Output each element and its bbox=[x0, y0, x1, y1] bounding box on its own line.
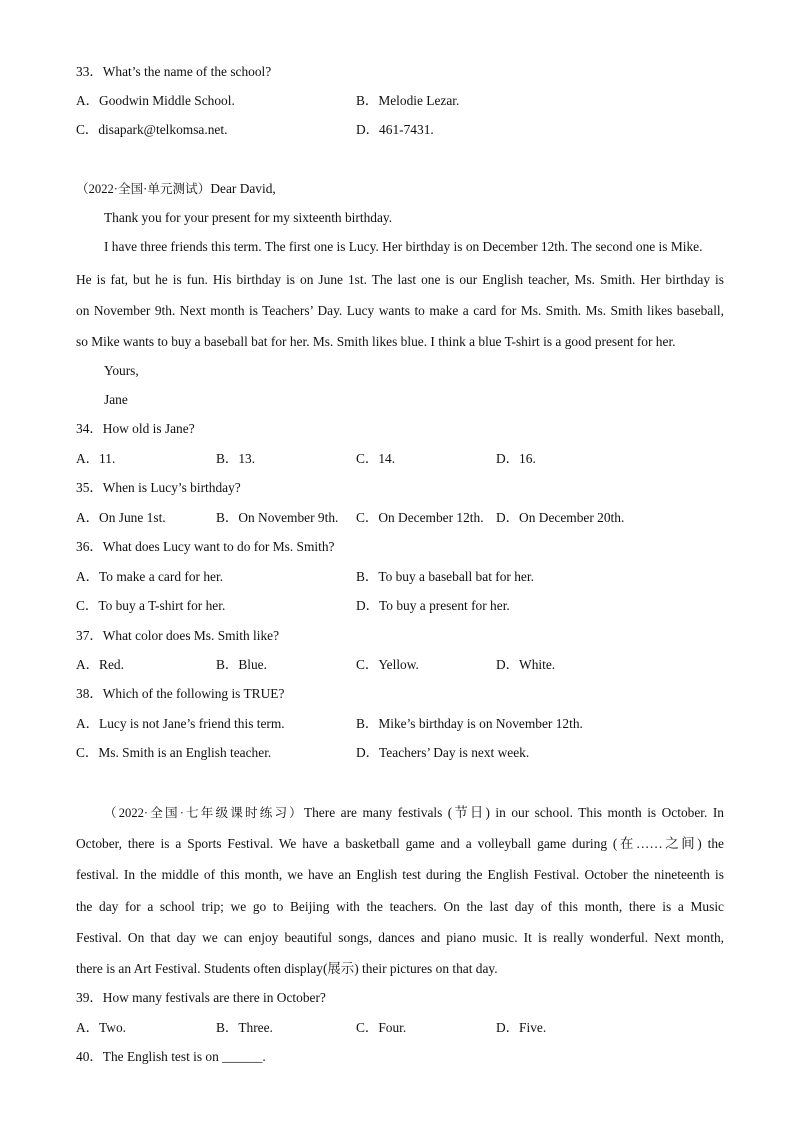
q38-option-b: B．Mike’s birthday is on November 12th. bbox=[356, 716, 583, 731]
q37-option-d: D．White. bbox=[496, 657, 556, 672]
q33-option-a: A．Goodwin Middle School. bbox=[76, 93, 235, 108]
q34-option-b: B．13. bbox=[216, 451, 256, 466]
letter-closing: Yours, bbox=[104, 363, 139, 378]
question-38-stem: 38．Which of the following is TRUE? bbox=[76, 686, 285, 701]
letter-paragraph-2-line-4: so Mike wants to buy a baseball bat for her. Ms. Smith likes blue. I think a blue T-shirt is a good present for her. bbox=[76, 334, 676, 349]
q38-option-c: C．Ms. Smith is an English teacher. bbox=[76, 745, 272, 760]
q36-option-a: A．To make a card for her. bbox=[76, 569, 224, 584]
q38-option-d: D．Teachers’ Day is next week. bbox=[356, 745, 530, 760]
passage-1-source: （2022·全国·单元测试） bbox=[76, 182, 211, 196]
passage-2-line-1 bbox=[104, 805, 724, 821]
q36-option-c: C．To buy a T-shirt for her. bbox=[76, 598, 226, 613]
q36-option-d: D．To buy a present for her. bbox=[356, 598, 510, 613]
question-39-stem: 39．How many festivals are there in October? bbox=[76, 990, 326, 1005]
letter-paragraph-2-line-2: He is fat, but he is fun. His birthday is on June 1st. The last one is our English teacher, Ms. Smith. Her birthday is bbox=[76, 272, 724, 287]
passage-2-source: （2022·全国·七年级课时练习） bbox=[104, 806, 304, 820]
q33-option-b: B．Melodie Lezar. bbox=[356, 93, 460, 108]
question-33-stem: 33．What’s the name of the school? bbox=[76, 64, 272, 79]
question-34-stem: 34．How old is Jane? bbox=[76, 421, 195, 436]
q37-option-c: C．Yellow. bbox=[356, 657, 419, 672]
passage-2-line-2: October, there is a Sports Festival. We have a basketball game and a volleyball game during (在……之间) the bbox=[76, 836, 724, 851]
q34-option-c: C．14. bbox=[356, 451, 396, 466]
q33-option-c: C．disapark@telkomsa.net. bbox=[76, 122, 228, 137]
q35-option-c: C．On December 12th. bbox=[356, 510, 484, 525]
passage-2-line-6: there is an Art Festival. Students often display(展示) their pictures on that day. bbox=[76, 961, 498, 976]
q34-option-a: A．11. bbox=[76, 451, 116, 466]
passage-2-line-5: Festival. On that day we can enjoy beautiful songs, dances and piano music. It is really wonderful. Next month, bbox=[76, 930, 724, 945]
q35-option-a: A．On June 1st. bbox=[76, 510, 166, 525]
question-35-stem: 35．When is Lucy’s birthday? bbox=[76, 480, 241, 495]
q37-option-b: B．Blue. bbox=[216, 657, 267, 672]
q35-option-b: B．On November 9th. bbox=[216, 510, 339, 525]
question-40-stem: 40．The English test is on ______. bbox=[76, 1049, 266, 1064]
q35-option-d: D．On December 20th. bbox=[496, 510, 625, 525]
q34-option-d: D．16. bbox=[496, 451, 536, 466]
passage-2-line-4: the day for a school trip; we go to Beijing with the teachers. On the last day of this month, there is a Music bbox=[76, 899, 724, 914]
q36-option-b: B．To buy a baseball bat for her. bbox=[356, 569, 534, 584]
q37-option-a: A．Red. bbox=[76, 657, 124, 672]
letter-paragraph-2-line-1: I have three friends this term. The first one is Lucy. Her birthday is on December 12th. The second one is Mike. bbox=[104, 239, 703, 254]
q39-option-d: D．Five. bbox=[496, 1020, 547, 1035]
question-36-stem: 36．What does Lucy want to do for Ms. Smith? bbox=[76, 539, 335, 554]
passage-1-heading bbox=[76, 181, 276, 197]
letter-paragraph-2-line-3: on November 9th. Next month is Teachers’ Day. Lucy wants to make a card for Ms. Smith. Ms. Smith likes baseball, bbox=[76, 303, 724, 318]
letter-signature: Jane bbox=[104, 392, 128, 407]
q33-option-d: D．461-7431. bbox=[356, 122, 434, 137]
q39-option-b: B．Three. bbox=[216, 1020, 273, 1035]
question-37-stem: 37．What color does Ms. Smith like? bbox=[76, 628, 280, 643]
q38-option-a: A．Lucy is not Jane’s friend this term. bbox=[76, 716, 285, 731]
passage-2-line-1-text: There are many festivals (节日) in our school. This month is October. In bbox=[303, 805, 725, 820]
passage-2-line-3: festival. In the middle of this month, we have an English test during the English Festival. October the nineteenth is bbox=[76, 867, 724, 882]
q39-option-c: C．Four. bbox=[356, 1020, 407, 1035]
q39-option-a: A．Two. bbox=[76, 1020, 127, 1035]
letter-paragraph-1: Thank you for your present for my sixteenth birthday. bbox=[104, 210, 393, 225]
letter-greeting: Dear David, bbox=[210, 181, 276, 196]
